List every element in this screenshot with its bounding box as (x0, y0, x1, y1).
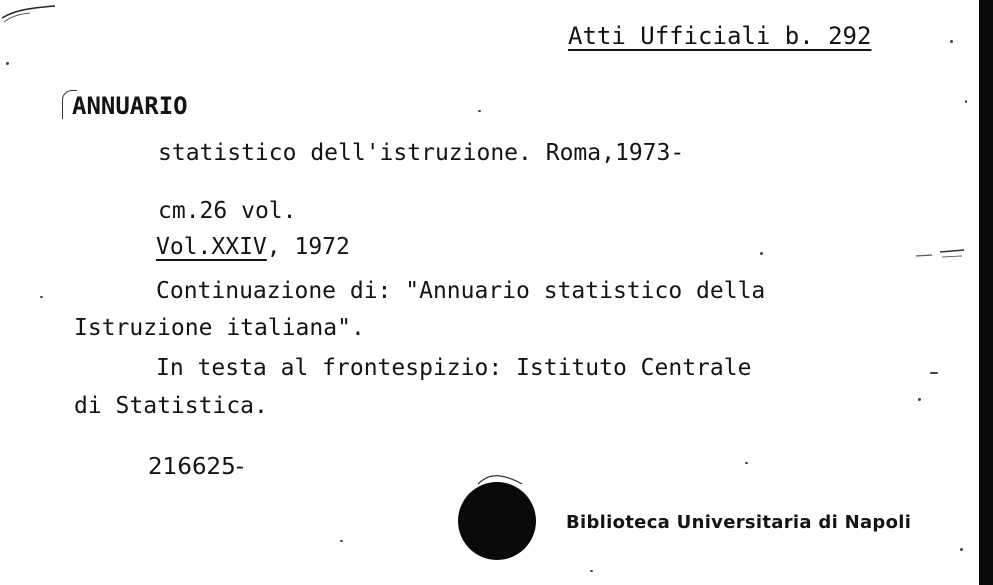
paper-speck (918, 398, 921, 401)
imprint-gap (532, 140, 546, 166)
size-gap (227, 198, 241, 224)
stamp-smudge-mark (470, 470, 530, 490)
title-line (158, 140, 684, 166)
paper-speck (40, 296, 43, 298)
paper-speck (960, 548, 963, 551)
paper-speck (745, 462, 748, 464)
paper-speck (930, 372, 938, 374)
vol-text: vol. (241, 198, 297, 224)
paper-speck (340, 540, 343, 542)
paper-speck (478, 110, 481, 112)
head-note-line-2: di Statistica. (74, 393, 268, 419)
volume-ref: Vol.XXIV (156, 234, 267, 260)
paper-speck (950, 40, 953, 43)
continuation-line-2: Istruzione italiana". (74, 315, 365, 341)
paper-speck (590, 570, 593, 572)
paper-speck (965, 100, 967, 103)
margin-dash-mark (912, 244, 972, 264)
library-stamp-label: Biblioteca Universitaria di Napoli (566, 512, 912, 533)
imprint-text: Roma,1973- (545, 140, 685, 166)
library-stamp-seal (458, 482, 536, 560)
physical-description (158, 198, 297, 224)
title-text: statistico dell'istruzione. (158, 140, 532, 166)
accession-number: 216625- (148, 454, 245, 480)
head-note-line-1: In testa al frontespizio: Istituto Centrale (156, 355, 752, 381)
shelfmark: Atti Ufficiali b. 292 (568, 22, 872, 50)
paper-speck (6, 62, 9, 65)
main-heading: ANNUARIO (72, 92, 188, 120)
size-text: cm.26 (158, 198, 228, 224)
corner-pen-mark (0, 0, 70, 30)
volume-year: , 1972 (266, 234, 350, 260)
continuation-line-1: Continuazione di: "Annuario statistico della (156, 278, 766, 304)
volume-line (156, 234, 350, 260)
paper-speck (760, 252, 763, 255)
